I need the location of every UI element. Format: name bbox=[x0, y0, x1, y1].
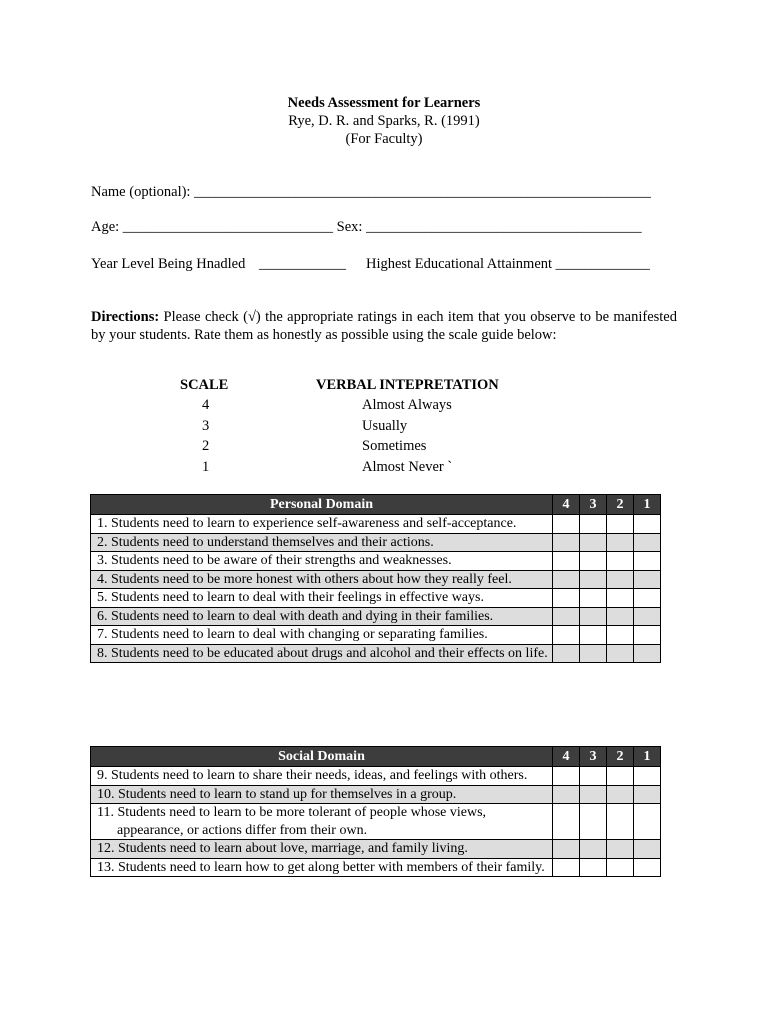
directions-text: Please check (√) the appropriate ratings in each item that you observe to be manifested by your students. Rate them as honestly as possible using the scale guide below: bbox=[91, 309, 677, 343]
rating-cell[interactable] bbox=[580, 840, 607, 859]
item-text: 8. Students need to be educated about drugs and alcohol and their effects on life. bbox=[97, 645, 548, 661]
rating-cell[interactable] bbox=[607, 552, 634, 571]
item-text: 10. Students need to learn to stand up for themselves in a group. bbox=[97, 786, 457, 802]
item-text: 5. Students need to learn to deal with their feelings in effective ways. bbox=[97, 590, 484, 605]
rating-header-4: 4 bbox=[553, 495, 580, 515]
age-sex-field[interactable]: Age: _____________________________ Sex: ______________________________________ bbox=[91, 219, 642, 235]
table-row bbox=[91, 589, 661, 608]
table-row bbox=[91, 570, 661, 589]
rating-cell[interactable] bbox=[553, 570, 580, 589]
item-text: 2. Students need to understand themselves and their actions. bbox=[97, 534, 434, 550]
document-audience: (For Faculty) bbox=[345, 131, 423, 147]
item-text: 9. Students need to learn to share their needs, ideas, and feelings with others. bbox=[97, 768, 528, 783]
rating-cell[interactable] bbox=[580, 644, 607, 663]
rating-cell[interactable] bbox=[553, 552, 580, 571]
rating-cell[interactable] bbox=[634, 644, 661, 663]
rating-cell[interactable] bbox=[607, 607, 634, 626]
rating-cell[interactable] bbox=[580, 552, 607, 571]
rating-cell[interactable] bbox=[580, 858, 607, 877]
rating-cell[interactable] bbox=[553, 785, 580, 804]
rating-cell[interactable] bbox=[634, 589, 661, 608]
rating-cell[interactable] bbox=[634, 858, 661, 877]
table-row bbox=[91, 840, 661, 859]
rating-cell[interactable] bbox=[553, 607, 580, 626]
rating-cell[interactable] bbox=[580, 533, 607, 552]
directions-paragraph bbox=[91, 308, 677, 344]
scale-value: 3 bbox=[202, 417, 210, 434]
rating-cell[interactable] bbox=[634, 626, 661, 645]
scale-header: SCALE bbox=[180, 377, 229, 393]
item-text: 13. Students need to learn how to get along better with members of their family. bbox=[97, 859, 545, 875]
attainment-field[interactable]: Highest Educational Attainment _____________ bbox=[366, 256, 650, 272]
rating-cell[interactable] bbox=[580, 767, 607, 786]
rating-cell[interactable] bbox=[580, 785, 607, 804]
rating-cell[interactable] bbox=[634, 804, 661, 840]
document-title: Needs Assessment for Learners bbox=[287, 95, 481, 111]
table-row bbox=[91, 767, 661, 786]
rating-cell[interactable] bbox=[607, 840, 634, 859]
rating-cell[interactable] bbox=[553, 804, 580, 840]
scale-label: Almost Always bbox=[362, 397, 452, 413]
personal-domain-header: Personal Domain bbox=[91, 495, 553, 515]
rating-cell[interactable] bbox=[607, 767, 634, 786]
rating-cell[interactable] bbox=[607, 570, 634, 589]
rating-cell[interactable] bbox=[634, 767, 661, 786]
rating-cell[interactable] bbox=[553, 626, 580, 645]
rating-cell[interactable] bbox=[607, 644, 634, 663]
rating-cell[interactable] bbox=[634, 785, 661, 804]
scale-label: Usually bbox=[362, 417, 408, 434]
table-row bbox=[91, 644, 661, 663]
social-domain-header: Social Domain bbox=[91, 747, 553, 767]
scale-values bbox=[202, 395, 209, 477]
year-level-field[interactable]: ____________ bbox=[259, 256, 346, 272]
table-row bbox=[91, 785, 661, 804]
scale-value: 1 bbox=[202, 458, 210, 475]
scale-label: Almost Never ` bbox=[362, 458, 453, 475]
rating-cell[interactable] bbox=[580, 626, 607, 645]
name-field[interactable]: Name (optional): _______________________________________________________________ bbox=[91, 184, 651, 200]
scale-value: 2 bbox=[202, 438, 210, 454]
item-text: 1. Students need to learn to experience self-awareness and self-acceptance. bbox=[97, 516, 517, 531]
rating-header-3: 3 bbox=[580, 495, 607, 515]
rating-header-2: 2 bbox=[607, 495, 634, 515]
year-level-label: Year Level Being Hnadled bbox=[91, 256, 246, 272]
rating-cell[interactable] bbox=[607, 858, 634, 877]
rating-header-3: 3 bbox=[580, 747, 607, 767]
rating-cell[interactable] bbox=[607, 785, 634, 804]
rating-cell[interactable] bbox=[553, 515, 580, 534]
personal-domain-table bbox=[90, 494, 661, 663]
rating-cell[interactable] bbox=[580, 804, 607, 840]
rating-cell[interactable] bbox=[553, 533, 580, 552]
rating-header-4: 4 bbox=[553, 747, 580, 767]
item-text: 11. Students need to learn to be more tolerant of people whose views, appearance, or actions differ from their own. bbox=[97, 805, 487, 838]
item-text: 3. Students need to be aware of their strengths and weaknesses. bbox=[97, 553, 452, 568]
scale-labels bbox=[362, 395, 452, 477]
directions-label: Directions: bbox=[91, 309, 160, 325]
rating-cell[interactable] bbox=[553, 840, 580, 859]
rating-cell[interactable] bbox=[607, 533, 634, 552]
rating-cell[interactable] bbox=[634, 552, 661, 571]
table-row bbox=[91, 515, 661, 534]
item-text: 7. Students need to learn to deal with changing or separating families. bbox=[97, 627, 488, 642]
document-authors: Rye, D. R. and Sparks, R. (1991) bbox=[288, 113, 480, 129]
scale-value: 4 bbox=[202, 397, 210, 413]
rating-cell[interactable] bbox=[634, 570, 661, 589]
rating-cell[interactable] bbox=[553, 644, 580, 663]
rating-cell[interactable] bbox=[580, 515, 607, 534]
rating-cell[interactable] bbox=[553, 858, 580, 877]
rating-cell[interactable] bbox=[607, 515, 634, 534]
table-row bbox=[91, 552, 661, 571]
rating-cell[interactable] bbox=[634, 840, 661, 859]
rating-cell[interactable] bbox=[607, 804, 634, 840]
table-row bbox=[91, 607, 661, 626]
rating-cell[interactable] bbox=[553, 589, 580, 608]
item-text: 4. Students need to be more honest with others about how they really feel. bbox=[97, 571, 512, 587]
rating-cell[interactable] bbox=[580, 589, 607, 608]
rating-header-1: 1 bbox=[634, 747, 661, 767]
table-row bbox=[91, 533, 661, 552]
table-row bbox=[91, 804, 661, 840]
item-text: 6. Students need to learn to deal with death and dying in their families. bbox=[97, 608, 494, 624]
table-row bbox=[91, 626, 661, 645]
scale-label: Sometimes bbox=[362, 438, 427, 454]
rating-cell[interactable] bbox=[580, 607, 607, 626]
rating-header-2: 2 bbox=[607, 747, 634, 767]
rating-cell[interactable] bbox=[607, 626, 634, 645]
item-text: 12. Students need to learn about love, marriage, and family living. bbox=[97, 841, 468, 856]
rating-cell[interactable] bbox=[634, 515, 661, 534]
rating-cell[interactable] bbox=[580, 570, 607, 589]
rating-header-1: 1 bbox=[634, 495, 661, 515]
rating-cell[interactable] bbox=[634, 533, 661, 552]
social-domain-table bbox=[90, 746, 661, 877]
rating-cell[interactable] bbox=[634, 607, 661, 626]
rating-cell[interactable] bbox=[607, 589, 634, 608]
interpretation-header: VERBAL INTEPRETATION bbox=[316, 377, 499, 393]
table-row bbox=[91, 858, 661, 877]
rating-cell[interactable] bbox=[553, 767, 580, 786]
